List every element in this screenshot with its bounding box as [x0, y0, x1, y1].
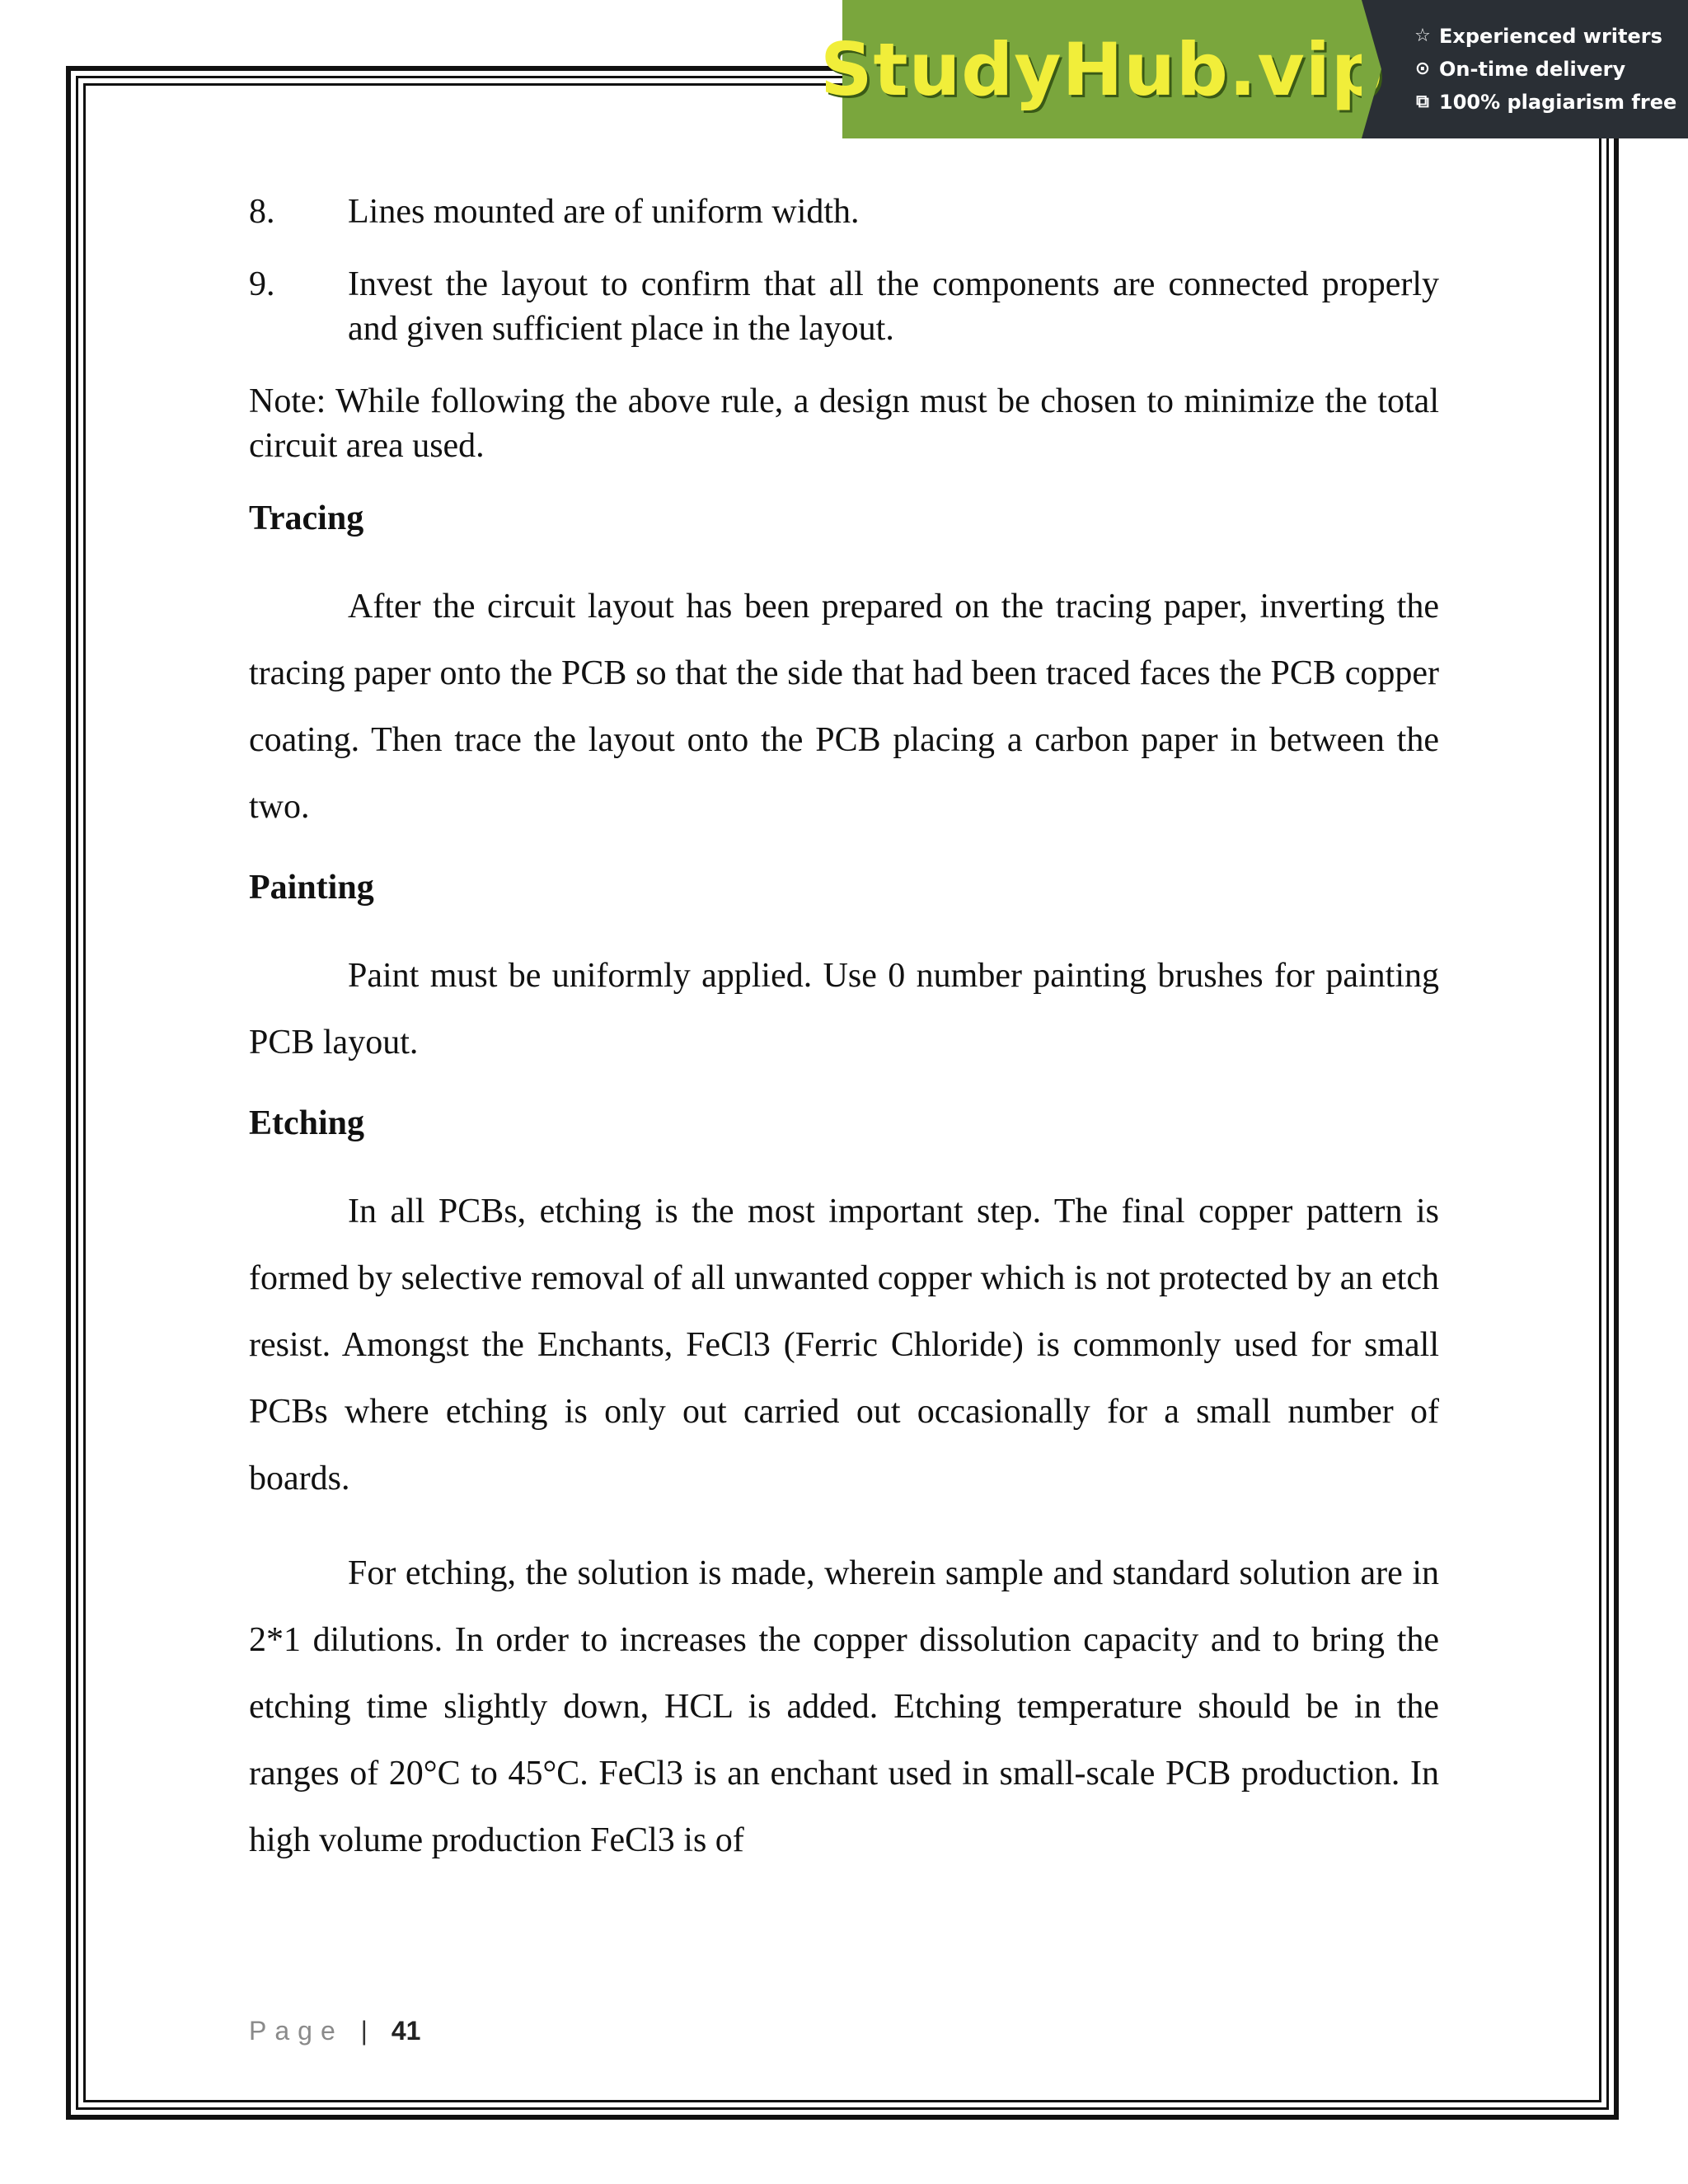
page-number: 41 [391, 2016, 421, 2046]
heading-painting: Painting [249, 869, 374, 907]
banner-logo-panel [820, 0, 1384, 138]
list-text: Invest the layout to confirm that all the components are connected properly and given sufficient place in the layout. [348, 265, 1439, 348]
feature-label: 100% plagiarism free [1439, 91, 1677, 114]
feature-label: Experienced writers [1439, 25, 1662, 48]
list-text: Lines mounted are of uniform width. [348, 193, 860, 231]
studyhub-banner[interactable] [820, 0, 1688, 138]
feature-experienced-writers [1413, 23, 1688, 49]
banner-features [1362, 0, 1688, 138]
page-separator: | [360, 2016, 368, 2046]
list-item-8 [249, 190, 1439, 234]
heading-etching: Etching [249, 1104, 365, 1142]
paragraph-tracing: After the circuit layout has been prepared on the tracing paper, inverting the tracing paper onto the PCB so that the side that had been traced faces the PCB copper coating. Then trace the layout onto the PCB placing a carbon paper in between the two. [249, 588, 1439, 826]
studyhub-logo: StudyHub.vip [820, 26, 1384, 112]
feature-label: On-time delivery [1439, 58, 1626, 81]
note-paragraph: Note: While following the above rule, a design must be chosen to minimize the total circuit area used. [249, 382, 1439, 465]
star-icon: ☆ [1414, 26, 1431, 46]
heading-tracing: Tracing [249, 499, 364, 537]
list-number: 8. [249, 193, 275, 231]
clock-icon: ⊙ [1414, 59, 1431, 79]
page-content [249, 190, 1439, 1874]
list-number: 9. [249, 265, 275, 303]
page-label: Page [249, 2016, 344, 2046]
list-item-9 [249, 262, 1439, 351]
paragraph-etching-1: In all PCBs, etching is the most important step. The final copper pattern is formed by selective removal of all unwanted copper which is not protected by an etch resist. Amongst the Enchants, FeCl3 (Ferric Chloride) is commonly used for small PCBs where etching is only out carried out occasionally for a small number of boards. [249, 1193, 1439, 1497]
feature-plagiarism-free [1413, 89, 1688, 115]
page-footer [249, 2016, 420, 2046]
paragraph-etching-2: For etching, the solution is made, wherein sample and standard solution are in 2*1 dilutions. In order to increases the copper dissolution capacity and to bring the etching time slightly down, HCL is added. Etching temperature should be in the ranges of 20°C to 45°C. FeCl3 is an enchant used in small-scale PCB production. In high volume production FeCl3 is of [249, 1554, 1439, 1859]
paragraph-painting: Paint must be uniformly applied. Use 0 number painting brushes for painting PCB layout. [249, 957, 1439, 1062]
copy-icon: ⧉ [1416, 91, 1429, 112]
feature-on-time-delivery [1413, 56, 1688, 82]
